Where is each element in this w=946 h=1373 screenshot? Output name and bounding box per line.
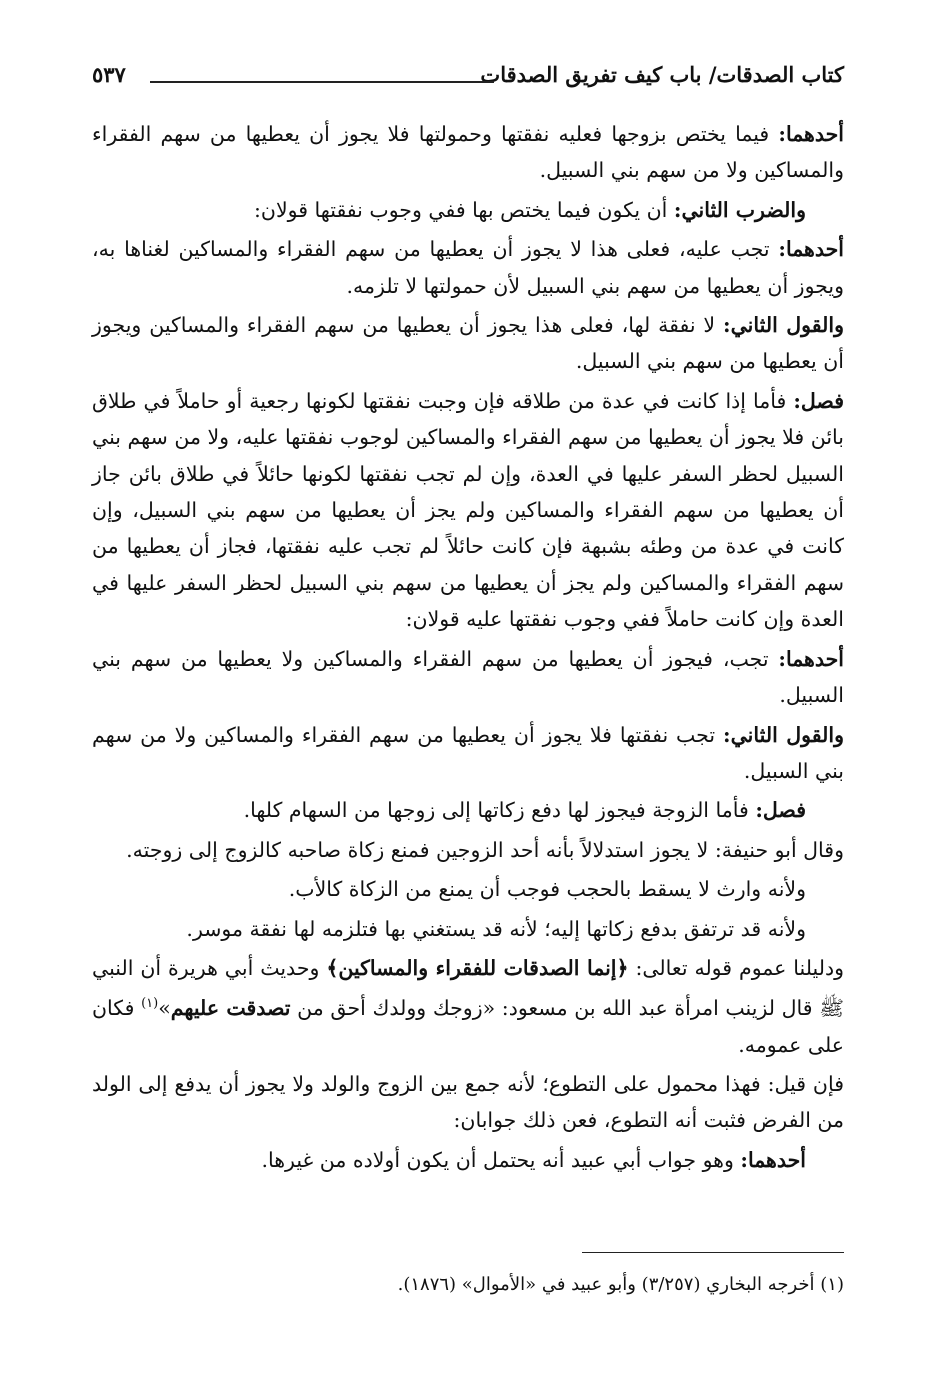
paragraph — [92, 231, 844, 304]
paragraph-text: فيما يختص بزوجها فعليه نفقتها وحمولتها فلا يجوز أن يعطيها من سهم الفقراء والمساكين ولا من سهم بني السبيل. — [92, 122, 844, 183]
paragraph — [92, 871, 844, 907]
paragraph-text: فأما الزوجة فيجوز لها دفع زكاتها إلى زوجها من السهام كلها. — [243, 798, 756, 823]
paragraph-text: ولأنه وارث لا يسقط بالحجب فوجب أن يمنع من الزكاة كالأب. — [288, 877, 806, 902]
paragraph-lead: أحدهما: — [740, 1147, 806, 1172]
paragraph — [92, 717, 844, 790]
paragraph-lead: والضرب الثاني: — [673, 197, 806, 222]
paragraph — [92, 192, 844, 228]
paragraph-lead: فصل: — [793, 388, 844, 413]
paragraph-text: وحديث أبي هريرة أن النبي ﷺ قال لزينب امرأة عبد الله بن مسعود: «زوجك وولدك أحق من — [92, 955, 844, 1021]
main-text — [92, 116, 844, 1181]
paragraph — [92, 911, 844, 947]
paragraph — [92, 307, 844, 380]
footnote-divider — [582, 1252, 844, 1253]
paragraph-text: تجب عليه، فعلى هذا لا يجوز أن يعطيها من سهم الفقراء والمساكين لغناها به، ويجوز أن يعطيها من سهم بني السبيل لأن حمولتها لا تلزمه. — [92, 237, 844, 298]
paragraph-text: وهو جواب أبي عبيد أنه يحتمل أن يكون أولاده من غيرها. — [261, 1147, 741, 1172]
paragraph-text: فإن قيل: فهذا محمول على التطوع؛ لأنه جمع بين الزوج والولد ولا يجوز أن يدفع إلى الولد من الفرض فثبت أنه التطوع، فعن ذلك جوابان: — [92, 1071, 844, 1133]
paragraph — [92, 832, 844, 868]
paragraph-text: وقال أبو حنيفة: لا يجوز استدلالاً بأنه أحد الزوجين فمنع زكاة صاحبه كالزوج إلى زوجته. — [126, 837, 844, 862]
paragraph-text: ودليلنا عموم قوله تعالى: — [628, 955, 844, 980]
footnote-marker: (١) — [141, 996, 159, 1012]
paragraph — [92, 383, 844, 638]
paragraph-lead: والقول الثاني: — [723, 722, 844, 747]
paragraph-lead: والقول الثاني: — [723, 313, 844, 338]
paragraph-lead: أحدهما: — [778, 237, 844, 262]
paragraph-text: تجب نفقتها فلا يجوز أن يعطيها من سهم الفقراء والمساكين ولا من سهم بني السبيل. — [92, 722, 844, 783]
paragraph-text: تجب، فيجوز أن يعطيها من سهم الفقراء والمساكين ولا يعطيها من سهم بني السبيل. — [92, 646, 844, 708]
page-header — [92, 62, 844, 98]
hadith-text: تصدقت عليهم — [170, 996, 291, 1021]
paragraph-lead: أحدهما: — [778, 646, 844, 671]
paragraph-text: لا نفقة لها، فعلى هذا يجوز أن يعطيها من سهم الفقراء والمساكين ويجوز أن يعطيها من سهم بني السبيل. — [92, 313, 844, 374]
paragraph — [92, 792, 844, 828]
quran-verse: ﴿إنما الصدقات للفقراء والمساكين﴾ — [326, 955, 629, 980]
paragraph — [92, 1142, 844, 1178]
header-rule — [150, 81, 494, 83]
running-title: كتاب الصدقات/ باب كيف تفريق الصدقات — [480, 62, 844, 87]
page-number: ٥٣٧ — [92, 62, 126, 87]
paragraph — [92, 641, 844, 714]
paragraph — [92, 950, 844, 1063]
paragraph — [92, 116, 844, 189]
paragraph-text: فأما إذا كانت في عدة من طلاقه فإن وجبت نفقتها لكونها رجعية أو حاملاً في طلاق بائن فلا يجوز أن يعطيها من سهم الفقراء والمساكين لوجوب نفقتها عليه، ولا من سهم بني السبيل لحظر السفر عليها في العدة، وإن لم تجب نفقتها لكونها حائلاً في طلاق بائن جاز أن يعطيها من سهم الفقراء والمساكين ولم يجز أن يعطيها من سهم بني السبيل، وإن كانت في عدة من وطئه بشبهة فإن كانت حائلاً لم تجب عليه نفقتها، فجاز أن يعطيها من سهم الفقراء والمساكين ولم يجز أن يعطيها من سهم بني السبيل لحظر السفر عليها في العدة وإن كانت حاملاً ففي وجوب نفقتها عليه قولان: — [92, 388, 844, 632]
paragraph-text: فكان على عمومه. — [92, 996, 844, 1057]
footnote: (١) أخرجه البخاري (٣/٢٥٧) وأبو عبيد في «الأموال» (١٨٧٦). — [397, 1274, 844, 1295]
paragraph-lead: فصل: — [755, 798, 806, 823]
paragraph-text: » — [158, 996, 171, 1021]
paragraph — [92, 1066, 844, 1139]
paragraph-lead: أحدهما: — [778, 122, 844, 146]
paragraph-text: ولأنه قد ترتفق بدفع زكاتها إليه؛ لأنه قد يستغني بها فتلزمه لها نفقة موسر. — [186, 916, 806, 941]
paragraph-text: أن يكون فيما يختص بها ففي وجوب نفقتها قولان: — [254, 197, 674, 222]
